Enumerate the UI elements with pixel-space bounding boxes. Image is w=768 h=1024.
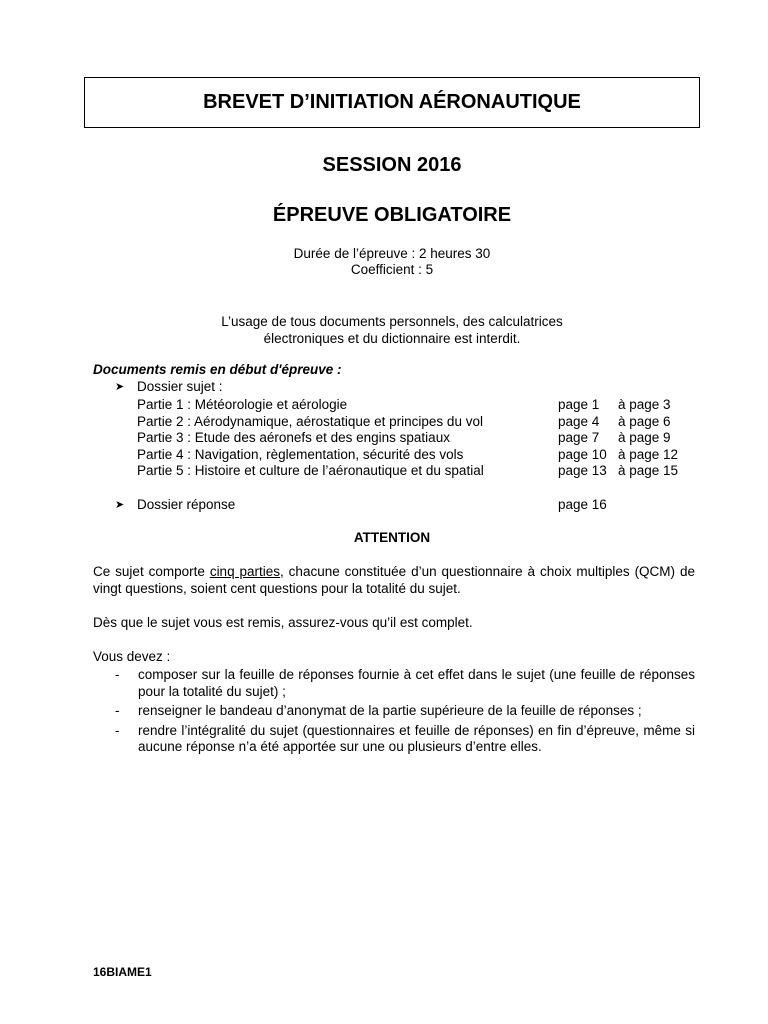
- list-item-text: rendre l’intégralité du sujet (questionnaires et feuille de réponses) en fin d’épreuve, même si aucune réponse n’a été apportée sur une ou plusieurs d’entre elles.: [138, 722, 695, 754]
- part-row: [137, 414, 678, 431]
- dossier-reponse-label: Dossier réponse: [137, 497, 236, 512]
- list-item-text: renseigner le bandeau d’anonymat de la partie supérieure de la feuille de réponses ;: [138, 703, 642, 718]
- list-item: [93, 667, 695, 700]
- part-label: Partie 2 : Aérodynamique, aérostatique et principes du vol: [137, 413, 483, 429]
- part-row: [137, 397, 678, 414]
- part-label: Partie 4 : Navigation, règlementation, sécurité des vols: [137, 446, 464, 462]
- exam-meta: [84, 246, 700, 278]
- part-row: [137, 463, 678, 480]
- parts-list: [137, 397, 678, 480]
- coefficient-text: Coefficient : 5: [350, 262, 434, 277]
- part-page-from: page 4: [558, 413, 600, 429]
- dossier-reponse-page: page 16: [558, 497, 607, 512]
- list-item-text: composer sur la feuille de réponses fournie à cet effet dans le sujet (une feuille de réponses pour la totalité du sujet) ;: [138, 667, 695, 699]
- part-row: [137, 447, 678, 464]
- paragraph-parts: [93, 564, 695, 597]
- list-item: [93, 723, 695, 756]
- part-page-to: à page 12: [618, 446, 679, 462]
- usage-notice: [84, 313, 700, 347]
- dossier-sujet-label: Dossier sujet :: [137, 379, 223, 394]
- part-page-from: page 10: [558, 446, 607, 462]
- paragraph-vous-devez: Vous devez :: [93, 649, 171, 664]
- instructions-list: [93, 667, 695, 759]
- document-code: 16BIAME1: [93, 965, 152, 979]
- epreuve-heading: ÉPREUVE OBLIGATOIRE: [272, 204, 512, 226]
- arrow-bullet-icon: ➤: [115, 381, 125, 393]
- arrow-bullet-icon: ➤: [115, 499, 125, 511]
- dossier-sujet-item: [115, 379, 223, 394]
- session-heading: SESSION 2016: [322, 154, 462, 176]
- list-item: [93, 703, 695, 720]
- attention-heading: ATTENTION: [353, 530, 431, 545]
- part-page-from: page 7: [558, 430, 600, 446]
- dash-bullet: -: [115, 667, 120, 682]
- para1-before: Ce sujet comporte: [93, 564, 210, 579]
- dash-bullet: -: [115, 703, 120, 718]
- documents-heading: Documents remis en début d'épreuve :: [93, 362, 342, 377]
- part-label: Partie 3 : Etude des aéronefs et des engins spatiaux: [137, 430, 450, 446]
- part-page-to: à page 6: [618, 413, 671, 429]
- paragraph-complete: Dès que le sujet vous est remis, assurez-vous qu’il est complet.: [93, 615, 473, 630]
- usage-line-1: L’usage de tous documents personnels, des calculatrices: [221, 314, 563, 329]
- part-page-to: à page 15: [618, 463, 679, 479]
- para1-underlined: cinq parties: [209, 564, 281, 579]
- part-label: Partie 5 : Histoire et culture de l’aéronautique et du spatial: [137, 463, 484, 479]
- dossier-reponse-item: [115, 497, 607, 512]
- dash-bullet: -: [115, 722, 120, 738]
- part-page-to: à page 3: [618, 397, 671, 412]
- part-page-from: page 13: [558, 463, 607, 479]
- part-page-to: à page 9: [618, 430, 671, 446]
- para1-after: , chacune constituée d’un questionnaire à choix multiples (QCM) de vingt questions, soient cent questions pour la totalité du sujet.: [93, 564, 695, 596]
- part-label: Partie 1 : Météorologie et aérologie: [137, 397, 348, 412]
- duree-text: Durée de l’épreuve : 2 heures 30: [293, 246, 491, 261]
- part-page-from: page 1: [558, 397, 600, 412]
- usage-line-2: électroniques et du dictionnaire est interdit.: [263, 331, 521, 346]
- part-row: [137, 430, 678, 447]
- page-title: BREVET D’INITIATION AÉRONAUTIQUE: [84, 77, 700, 128]
